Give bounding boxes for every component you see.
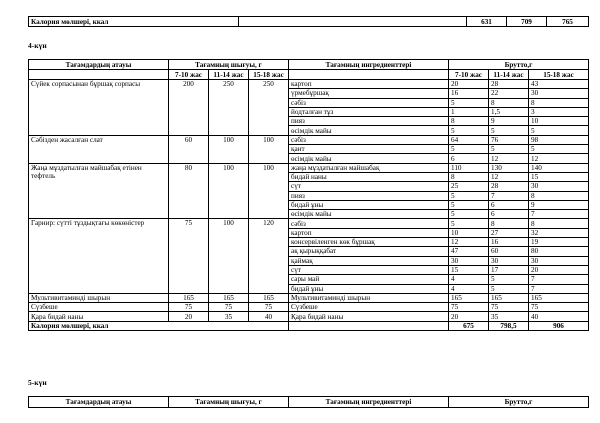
yield-value: 250 <box>249 80 289 136</box>
day5-menu-table <box>28 396 589 408</box>
gross-value: 5 <box>449 210 489 219</box>
calorie-row <box>29 17 589 27</box>
gross-value: 12 <box>489 172 529 181</box>
table-cell <box>289 321 449 330</box>
ingredient-name: сүт <box>289 265 449 274</box>
gross-value: 7 <box>529 210 589 219</box>
yield-value: 60 <box>169 135 209 163</box>
gross-value: 5 <box>529 145 589 154</box>
gross-value: 6 <box>489 210 529 219</box>
yield-value: 165 <box>209 293 249 302</box>
gross-value: 7 <box>489 191 529 200</box>
gross-value: 30 <box>529 182 589 191</box>
yield-value: 100 <box>249 135 289 163</box>
gross-value: 12 <box>529 154 589 163</box>
column-header-ingredients: Тағамның ингредиенттері <box>289 397 449 408</box>
day5-heading: 5-күн <box>28 378 47 387</box>
gross-value: 165 <box>489 293 529 302</box>
table-row <box>29 303 589 312</box>
gross-value: 75 <box>529 303 589 312</box>
age-group-label: 11-14 жас <box>489 70 529 80</box>
gross-value: 5 <box>489 275 529 284</box>
gross-value: 8 <box>529 219 589 228</box>
ingredient-name: өсімдік майы <box>289 154 449 163</box>
gross-value: 43 <box>529 80 589 89</box>
yield-value: 100 <box>209 135 249 163</box>
ingredient-name: қант <box>289 145 449 154</box>
age-group-label: 7-10 жас <box>169 70 209 80</box>
gross-value: 6 <box>489 200 529 209</box>
gross-value: 80 <box>529 247 589 256</box>
age-group-label: 15-18 жас <box>529 70 589 80</box>
gross-value: 5 <box>449 191 489 200</box>
gross-value: 5 <box>449 98 489 107</box>
yield-value: 100 <box>209 219 249 293</box>
column-header-gross: Брутто,г <box>449 397 589 408</box>
gross-value: 10 <box>529 117 589 126</box>
yield-value: 80 <box>169 163 209 219</box>
ingredient-name: өсімдік майы <box>289 210 449 219</box>
gross-value: 75 <box>489 303 529 312</box>
calorie-value: 675 <box>449 321 489 330</box>
ingredient-name: сәбіз <box>289 219 449 228</box>
gross-value: 16 <box>489 238 529 247</box>
gross-value: 130 <box>489 163 529 172</box>
age-group-label: 15-18 жас <box>249 70 289 80</box>
gross-value: 20 <box>449 80 489 89</box>
table-row <box>29 219 589 228</box>
gross-value: 7 <box>529 275 589 284</box>
table-row <box>29 293 589 302</box>
calorie-value: 631 <box>467 17 507 27</box>
gross-value: 5 <box>449 219 489 228</box>
table-row <box>29 163 589 172</box>
ingredient-name: өсімдік майы <box>289 126 449 135</box>
gross-value: 98 <box>529 135 589 144</box>
calorie-label: Калория мөлшері, ккал <box>29 17 239 27</box>
ingredient-name: пияз <box>289 117 449 126</box>
gross-value: 5 <box>489 145 529 154</box>
gross-value: 27 <box>489 228 529 237</box>
ingredient-name: ақ қырыққабат <box>289 247 449 256</box>
ingredient-name: картоп <box>289 228 449 237</box>
dish-name: Сәбізден жасалған слат <box>29 135 169 163</box>
calorie-label: Калория мөлшері, ккал <box>29 321 289 330</box>
gross-value: 22 <box>489 89 529 98</box>
ingredient-name: пияз <box>289 191 449 200</box>
yield-value: 75 <box>249 303 289 312</box>
yield-value: 20 <box>169 312 209 321</box>
calorie-value: 765 <box>547 17 589 27</box>
gross-value: 1 <box>449 107 489 116</box>
gross-value: 5 <box>489 284 529 293</box>
gross-value: 110 <box>449 163 489 172</box>
column-header-ingredients: Тағамның ингредиенттері <box>289 60 449 70</box>
gross-value: 12 <box>489 154 529 163</box>
gross-value: 17 <box>489 265 529 274</box>
gross-value: 25 <box>449 182 489 191</box>
age-group-label: 11-14 жас <box>209 70 249 80</box>
gross-value: 28 <box>489 182 529 191</box>
calorie-value: 798,5 <box>489 321 529 330</box>
gross-value: 9 <box>529 200 589 209</box>
gross-value: 4 <box>449 284 489 293</box>
age-group-row <box>29 70 589 80</box>
day4-menu-table <box>28 59 589 331</box>
gross-value: 10 <box>449 228 489 237</box>
yield-value: 75 <box>169 219 209 293</box>
ingredient-name: жаңа мұздатылған майшабақ <box>289 163 449 172</box>
gross-value: 40 <box>529 312 589 321</box>
gross-value: 8 <box>489 219 529 228</box>
gross-value: 140 <box>529 163 589 172</box>
gross-value: 64 <box>449 135 489 144</box>
gross-value: 30 <box>529 256 589 265</box>
column-header-gross: Брутто,г <box>449 60 589 70</box>
column-header-yield: Тағамның шығуы, г <box>169 397 289 408</box>
age-group-label: 7-10 жас <box>449 70 489 80</box>
ingredient-name: сәбіз <box>289 98 449 107</box>
gross-value: 15 <box>529 172 589 181</box>
yield-value: 250 <box>209 80 249 136</box>
gross-value: 8 <box>529 98 589 107</box>
gross-value: 5 <box>529 126 589 135</box>
table-header-row <box>29 60 589 70</box>
dish-name: Жаңа мұздатылған майшабақ етінен тефтель <box>29 163 169 219</box>
yield-value: 165 <box>249 293 289 302</box>
gross-value: 1,5 <box>489 107 529 116</box>
ingredient-name: консервіленген көк бұршақ <box>289 238 449 247</box>
table-row <box>29 312 589 321</box>
dish-name: Сүйек сорпасынан бұршақ сорпасы <box>29 80 169 136</box>
gross-value: 9 <box>489 117 529 126</box>
gross-value: 6 <box>449 154 489 163</box>
gross-value: 20 <box>529 265 589 274</box>
previous-day-calorie-table <box>28 16 589 27</box>
column-header-dish: Тағамдардың атауы <box>29 60 169 70</box>
dish-name: Гарнир: сүтті тұздықтағы көкөністер <box>29 219 169 293</box>
calorie-value: 709 <box>507 17 547 27</box>
gross-value: 60 <box>489 247 529 256</box>
yield-value: 75 <box>169 303 209 312</box>
day4-heading: 4-күн <box>28 41 47 50</box>
gross-value: 4 <box>449 275 489 284</box>
ingredient-name: бидай ұны <box>289 200 449 209</box>
day4-table-body <box>29 80 589 331</box>
gross-value: 7 <box>529 284 589 293</box>
ingredient-name: сары май <box>289 275 449 284</box>
gross-value: 47 <box>449 247 489 256</box>
ingredient-name: Мультивитаминді шырын <box>289 293 449 302</box>
gross-value: 8 <box>529 191 589 200</box>
gross-value: 15 <box>449 265 489 274</box>
gross-value: 165 <box>529 293 589 302</box>
ingredient-name: қаймақ <box>289 256 449 265</box>
gross-value: 8 <box>489 98 529 107</box>
ingredient-name: сүт <box>289 182 449 191</box>
gross-value: 30 <box>489 256 529 265</box>
yield-value: 120 <box>249 219 289 293</box>
yield-value: 75 <box>209 303 249 312</box>
calorie-row <box>29 321 589 330</box>
yield-value: 40 <box>249 312 289 321</box>
gross-value: 3 <box>529 107 589 116</box>
gross-value: 5 <box>449 200 489 209</box>
yield-value: 165 <box>169 293 209 302</box>
ingredient-name: үрмебұршақ <box>289 89 449 98</box>
column-header-dish: Тағамдардың атауы <box>29 397 169 408</box>
gross-value: 5 <box>449 145 489 154</box>
gross-value: 8 <box>449 172 489 181</box>
gross-value: 30 <box>529 89 589 98</box>
gross-value: 35 <box>489 312 529 321</box>
ingredient-name: бидай наны <box>289 172 449 181</box>
yield-value: 200 <box>169 80 209 136</box>
gross-value: 20 <box>449 312 489 321</box>
gross-value: 165 <box>449 293 489 302</box>
table-row <box>29 80 589 89</box>
table-row <box>29 135 589 144</box>
gross-value: 76 <box>489 135 529 144</box>
gross-value: 75 <box>449 303 489 312</box>
dish-name: Қара бидай наны <box>29 312 169 321</box>
dish-name: Сүзбеше <box>29 303 169 312</box>
gross-value: 16 <box>449 89 489 98</box>
gross-value: 5 <box>489 126 529 135</box>
yield-value: 100 <box>249 163 289 219</box>
ingredient-name: бидай ұны <box>289 284 449 293</box>
gross-value: 8 <box>449 117 489 126</box>
gross-value: 30 <box>449 256 489 265</box>
gross-value: 12 <box>449 238 489 247</box>
gross-value: 19 <box>529 238 589 247</box>
ingredient-name: сәбіз <box>289 135 449 144</box>
gross-value: 28 <box>489 80 529 89</box>
ingredient-name: йодталған тұз <box>289 107 449 116</box>
ingredient-name: картоп <box>289 80 449 89</box>
column-header-yield: Тағамның шығуы, г <box>169 60 289 70</box>
table-header-row <box>29 397 589 408</box>
gross-value: 5 <box>449 126 489 135</box>
yield-value: 35 <box>209 312 249 321</box>
ingredient-name: Қара бидай наны <box>289 312 449 321</box>
gross-value: 32 <box>529 228 589 237</box>
dish-name: Мультивитаминді шырын <box>29 293 169 302</box>
calorie-value: 906 <box>529 321 589 330</box>
yield-value: 100 <box>209 163 249 219</box>
ingredient-name: Сүзбеше <box>289 303 449 312</box>
